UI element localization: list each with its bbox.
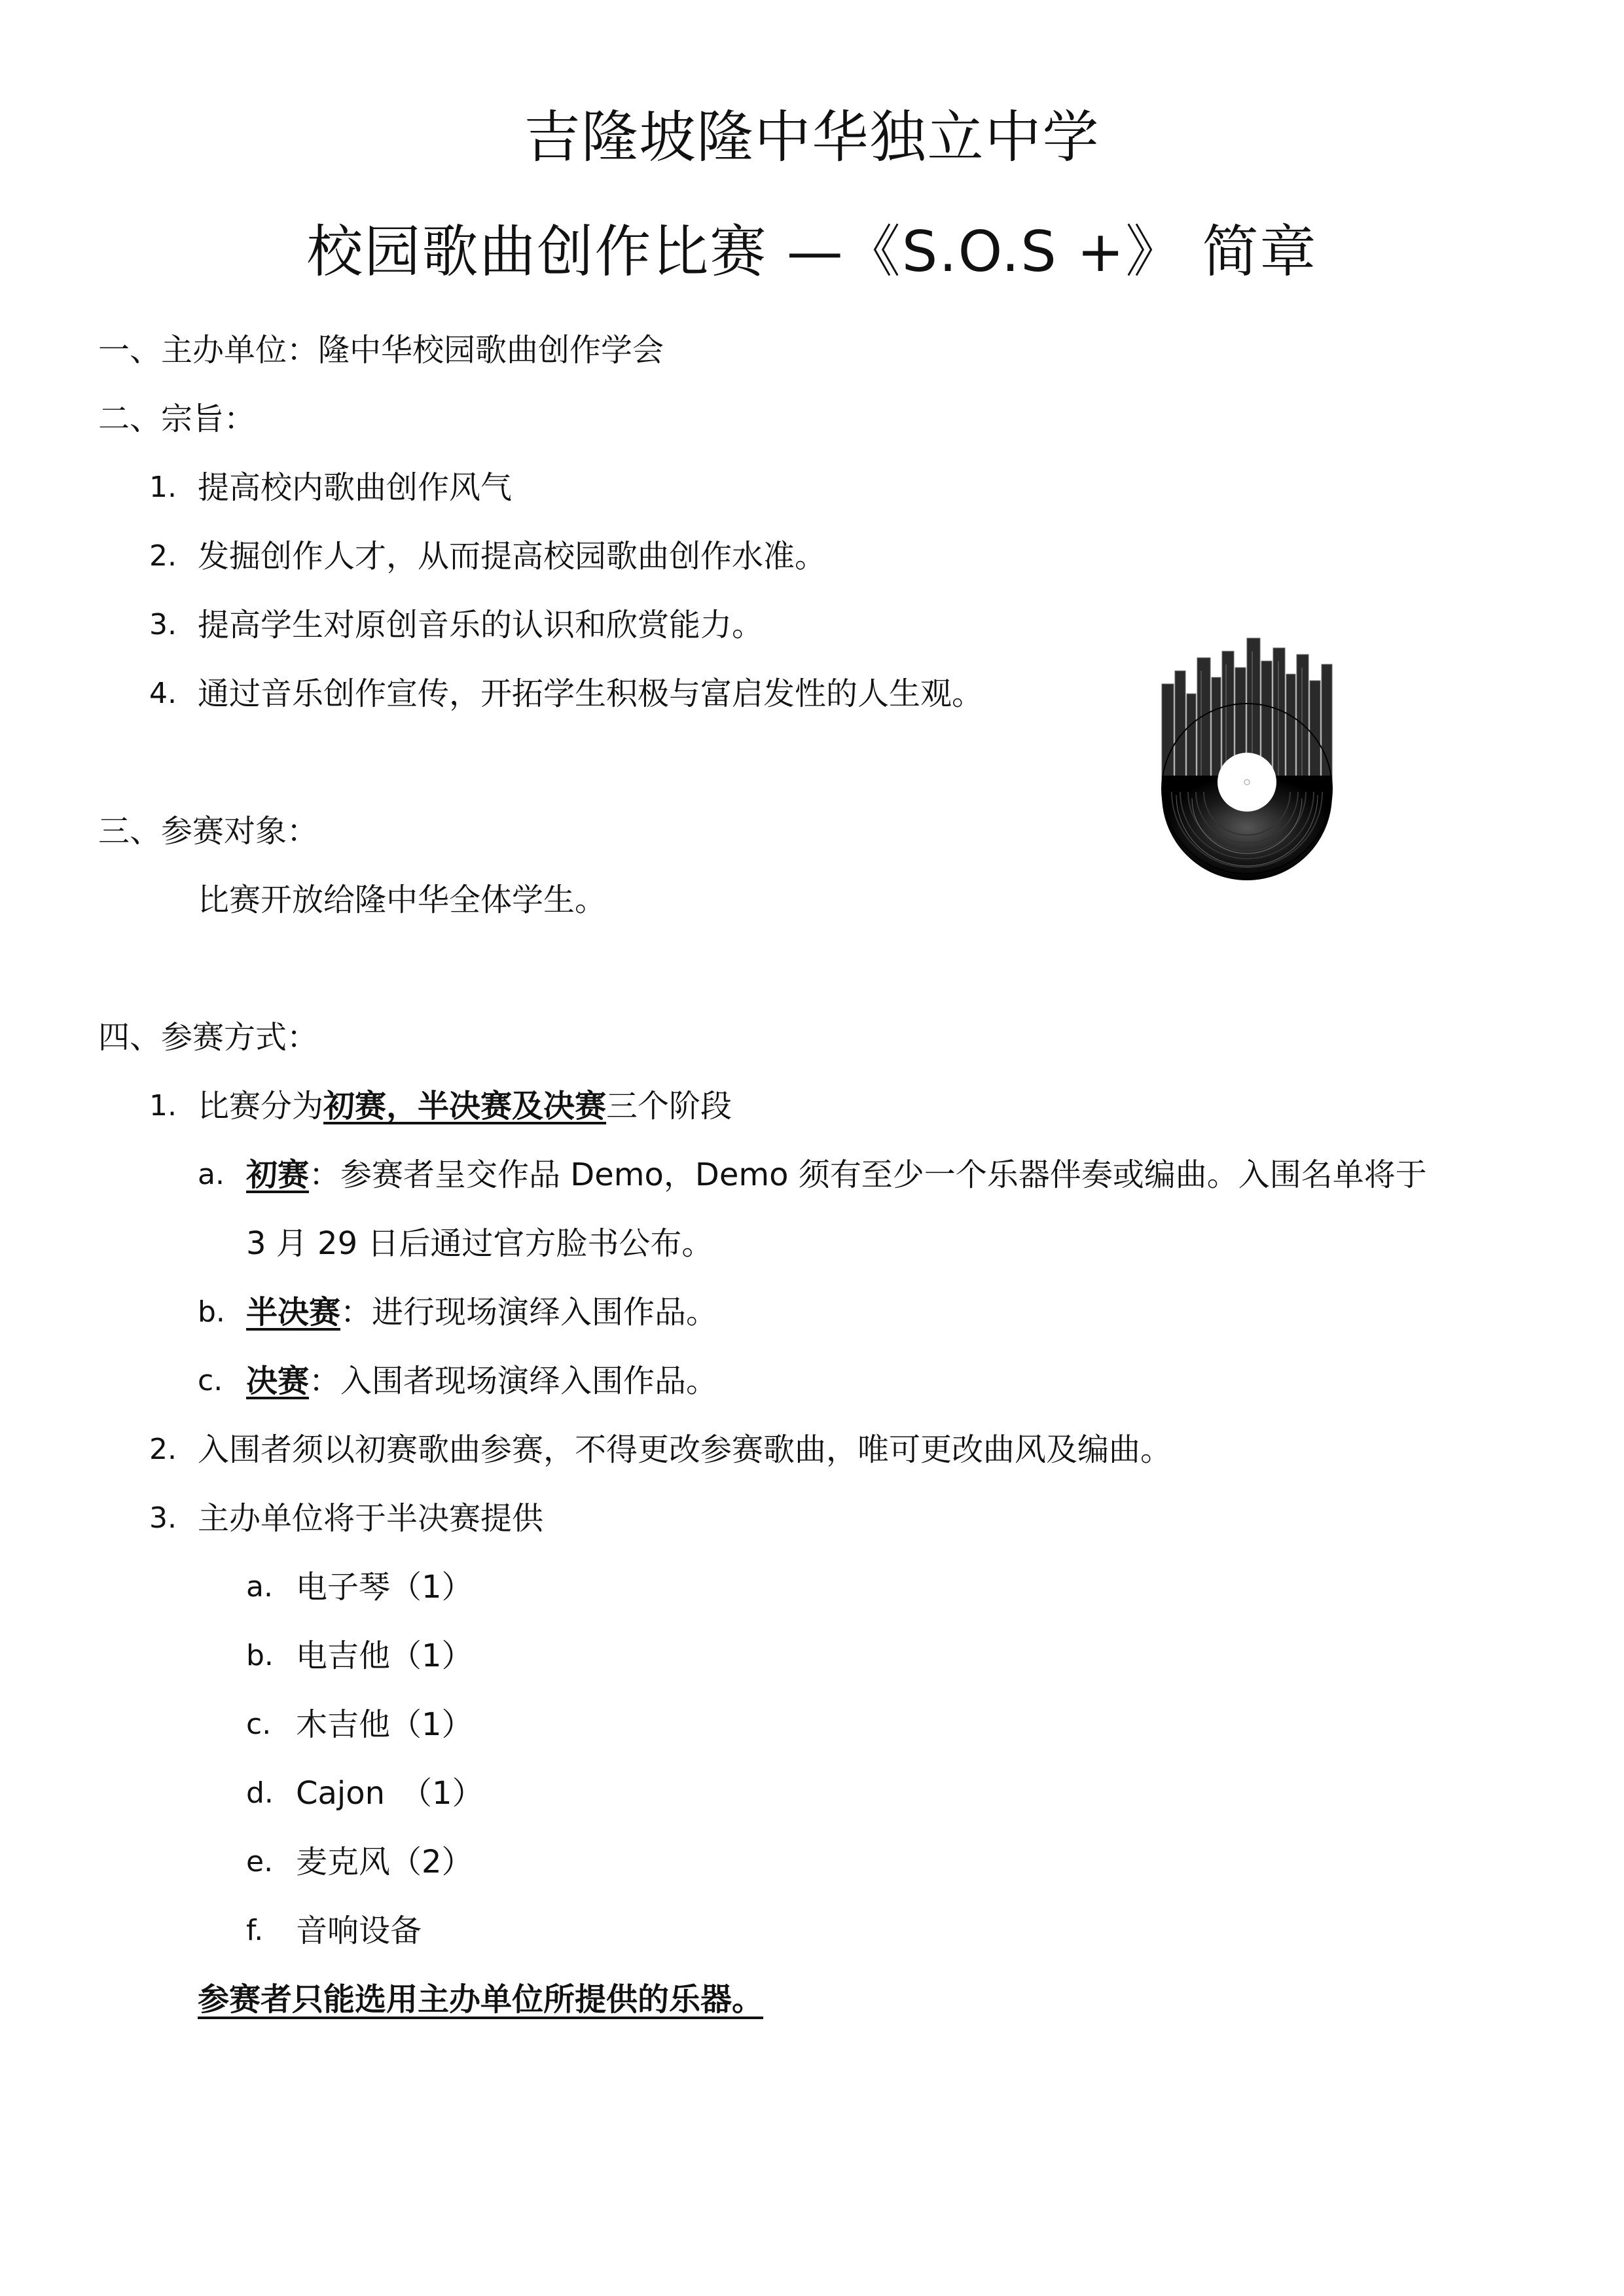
stage-preliminary-cont: 3 月 29 日后通过官方脸书公布。 (246, 1225, 713, 1262)
format-item (198, 1086, 732, 1126)
list-number: 2. (149, 1433, 177, 1466)
equipment-item: 电子琴（1） (296, 1569, 473, 1605)
sub-letter: c. (198, 1364, 223, 1397)
format-item-post: 三个阶段 (606, 1088, 732, 1124)
list-number: 1. (149, 1089, 177, 1122)
stage-desc: ：入围者现场演绎入围作品。 (309, 1363, 718, 1399)
list-number: 3. (149, 608, 177, 641)
sub-letter: b. (246, 1639, 274, 1672)
list-number: 4. (149, 677, 177, 710)
equipment-item: 电吉他（1） (296, 1638, 473, 1674)
format-item: 主办单位将于半决赛提供 (198, 1500, 544, 1537)
stage-semifinal (246, 1293, 717, 1332)
school-name: 吉隆坡隆中华独立中学 (524, 105, 1100, 170)
section-format-heading: 四、参赛方式： (98, 1019, 319, 1056)
sub-letter: a. (246, 1570, 273, 1604)
stage-term: 半决赛 (246, 1294, 341, 1331)
stage-desc: ：进行现场演绎入围作品。 (340, 1294, 718, 1331)
sub-letter: d. (246, 1776, 274, 1810)
section-purpose-heading: 二、宗旨： (98, 401, 256, 437)
participants-text: 比赛开放给隆中华全体学生。 (198, 882, 607, 918)
purpose-item: 提高校内歌曲创作风气 (198, 469, 513, 506)
sub-letter: a. (198, 1158, 225, 1191)
equipment-item: 麦克风（2） (296, 1844, 473, 1880)
equipment-item: 音响设备 (296, 1912, 422, 1949)
list-number: 2. (149, 539, 177, 573)
sub-letter: b. (198, 1295, 225, 1329)
stage-term: 初赛 (246, 1157, 310, 1193)
instrument-note: 参赛者只能选用主办单位所提供的乐器。 (198, 1981, 764, 2018)
stages-emphasis: 初赛，半决赛及决赛 (323, 1088, 607, 1124)
equipment-item: 木吉他（1） (296, 1706, 473, 1743)
purpose-item: 通过音乐创作宣传，开拓学生积极与富启发性的人生观。 (198, 675, 984, 712)
stage-final (246, 1361, 717, 1401)
stage-desc: ：参赛者呈交作品 Demo，Demo 须有至少一个乐器伴奏或编曲。入围名单将于 (309, 1157, 1427, 1193)
sub-letter: f. (246, 1914, 264, 1947)
stage-preliminary (246, 1155, 1427, 1194)
purpose-item: 提高学生对原创音乐的认识和欣赏能力。 (198, 607, 764, 643)
sub-letter: e. (246, 1845, 274, 1878)
document-title: 校园歌曲创作比赛 —《S.O.S +》 简章 (306, 219, 1318, 285)
sub-letter: c. (246, 1708, 272, 1741)
list-number: 3. (149, 1501, 177, 1535)
equipment-item: Cajon （1） (296, 1775, 484, 1812)
stage-term: 决赛 (246, 1363, 310, 1399)
list-number: 1. (149, 471, 177, 504)
section-participants-heading: 三、参赛对象： (98, 813, 319, 850)
format-item-pre: 比赛分为 (198, 1088, 324, 1124)
section-organizer: 一、主办单位：隆中华校园歌曲创作学会 (98, 332, 664, 368)
format-item: 入围者须以初赛歌曲参赛，不得更改参赛歌曲，唯可更改曲风及编曲。 (198, 1431, 1172, 1468)
purpose-item: 发掘创作人才，从而提高校园歌曲创作水准。 (198, 538, 827, 575)
city-vinyl-record-icon (1149, 632, 1345, 884)
